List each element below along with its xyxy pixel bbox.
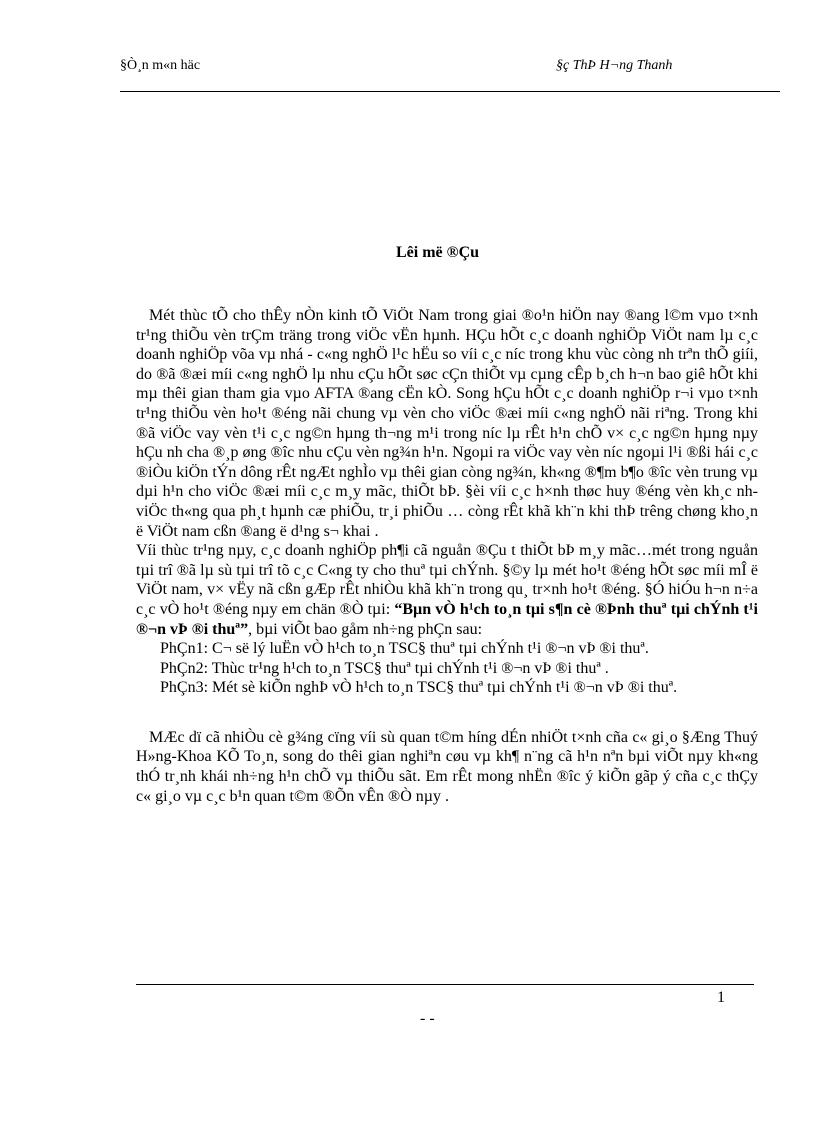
paragraph-gap (136, 698, 758, 728)
header-divider (120, 91, 780, 92)
page-number: 1 (717, 989, 725, 1006)
part-1-item: PhÇn1: C¬ së lý luËn vÒ h¹ch to¸n TSC§ thuª tµi chÝnh t¹i ®¬n vÞ ®i thuª. (160, 640, 649, 658)
header-author-name: §ç ThÞ H¬ng Thanh (556, 58, 673, 73)
footer-divider (136, 984, 754, 985)
paragraph-acknowledgement: MÆc dï cã nhiÒu cè g¾ng cïng víi sù quan t©m híng dÉn nhiÖt t×nh cña c« gi¸o §Æng Thuý H»ng-Khoa KÕ To¸n, song do thêi gian nghiªn cøu vµ kh¶ n¨ng cã h¹n nªn bµi viÕt nµy kh«ng thÓ tr¸nh khái nh÷ng h¹n chÕ vµ thiÕu sãt. Em rÊt mong nhËn ®îc ý kiÕn gãp ý cña c¸c thÇy c« gi¸o vµ c¸c b¹n quan t©m ®Õn vÊn ®Ò nµy . (136, 728, 758, 805)
header-course-title: §Ò¸n m«n häc (120, 58, 201, 73)
paragraph-topic-text: Víi thùc tr¹ng nµy, c¸c doanh nghiÖp ph¶i cã nguån ®Çu t thiÕt bÞ m¸y mãc…mét trong nguån tµi trî ®ã lµ sù tµi trî tõ c¸c C«ng ty cho thuª tµi chÝnh. §©y lµ mét ho¹t ®éng hÕt søc míi mÎ ë ViÖt nam, v× vËy nã cßn gÆp rÊt nhiÒu khã kh¨n trong qu¸ tr×nh ho¹t ®éng. §Ó hiÓu h¬n n÷a c¸c vÒ ho¹t ®éng nµy em chän ®Ò tµi: (136, 542, 758, 618)
footer-dash: - - (420, 1010, 435, 1027)
page-title: Lêi më ®Çu (396, 244, 480, 261)
document-body (136, 306, 758, 806)
part-2-item: PhÇn2: Thùc tr¹ng h¹ch to¸n TSC§ thuª tµi chÝnh t¹i ®¬n vÞ ®i thuª . (160, 659, 609, 677)
paragraph-topic (136, 541, 758, 639)
topic-title: “Bµn vÒ h¹ch to¸n tµi s¶n cè ®Þnh thuª tµi chÝnh t¹i ®¬n vÞ ®i thuª” (136, 600, 758, 638)
paragraph-topic-end: , bµi viÕt bao gåm nh÷ng phÇn sau: (248, 620, 483, 638)
part-3-item: PhÇn3: Mét sè kiÕn nghÞ vÒ h¹ch to¸n TSC§ thuª tµi chÝnh t¹i ®¬n vÞ ®i thuª. (160, 679, 678, 697)
paragraph-intro: Mét thùc tÕ cho thÊy nÒn kinh tÕ ViÖt Nam trong giai ®o¹n hiÖn nay ®ang l©m vµo t×nh tr¹ng thiÕu vèn trÇm träng trong viÖc vËn hµnh. HÇu hÕt c¸c doanh nghiÖp ViÖt nam lµ c¸c doanh nghiÖp võa vµ nhá - c«ng nghÖ l¹c hËu so víi c¸c níc trong khu vùc còng nh trªn thÕ giíi, do ®ã ®æi míi c«ng nghÖ lµ nhu cÇu hÕt søc cÇn thiÕt vµ cµng cÊp b¸ch h¬n bao giê hÕt khi mµ thêi gian tham gia vµo AFTA ®ang cËn kÒ. Song hÇu hÕt c¸c doanh nghiÖp r¬i vµo t×nh tr¹ng thiÕu vèn ho¹t ®éng nãi chung vµ vèn cho viÖc ®æi míi c«ng nghÖ nãi riªng. Trong khi ®ã viÖc vay vèn t¹i c¸c ng©n hµng th¬ng m¹i trong níc lµ rÊt h¹n chÕ v× c¸c ng©n hµng nµy hÇu nh cha ®¸p øng ®îc nhu cÇu vèn ng¾n h¹n. Ngoµi ra viÖc vay vèn níc ngoµi l¹i ®ßi hái c¸c ®iÒu kiÖn tÝn dông rÊt ngÆt nghÌo vµ thêi gian còng ng¾n, kh«ng ®¶m b¶o ®îc vèn trung vµ dµi h¹n cho viÖc ®æi míi c¸c m¸y mãc, thiÕt bÞ. §èi víi c¸c h×nh thøc huy ®éng vèn kh¸c nh viÖc th«ng qua ph¸t hµnh cæ phiÕu, tr¸i phiÕu … còng rÊt khã kh¨n khi thÞ trêng chøng kho¸n ë ViÖt nam cßn ®ang ë d¹ng s¬ khai . (136, 307, 758, 540)
